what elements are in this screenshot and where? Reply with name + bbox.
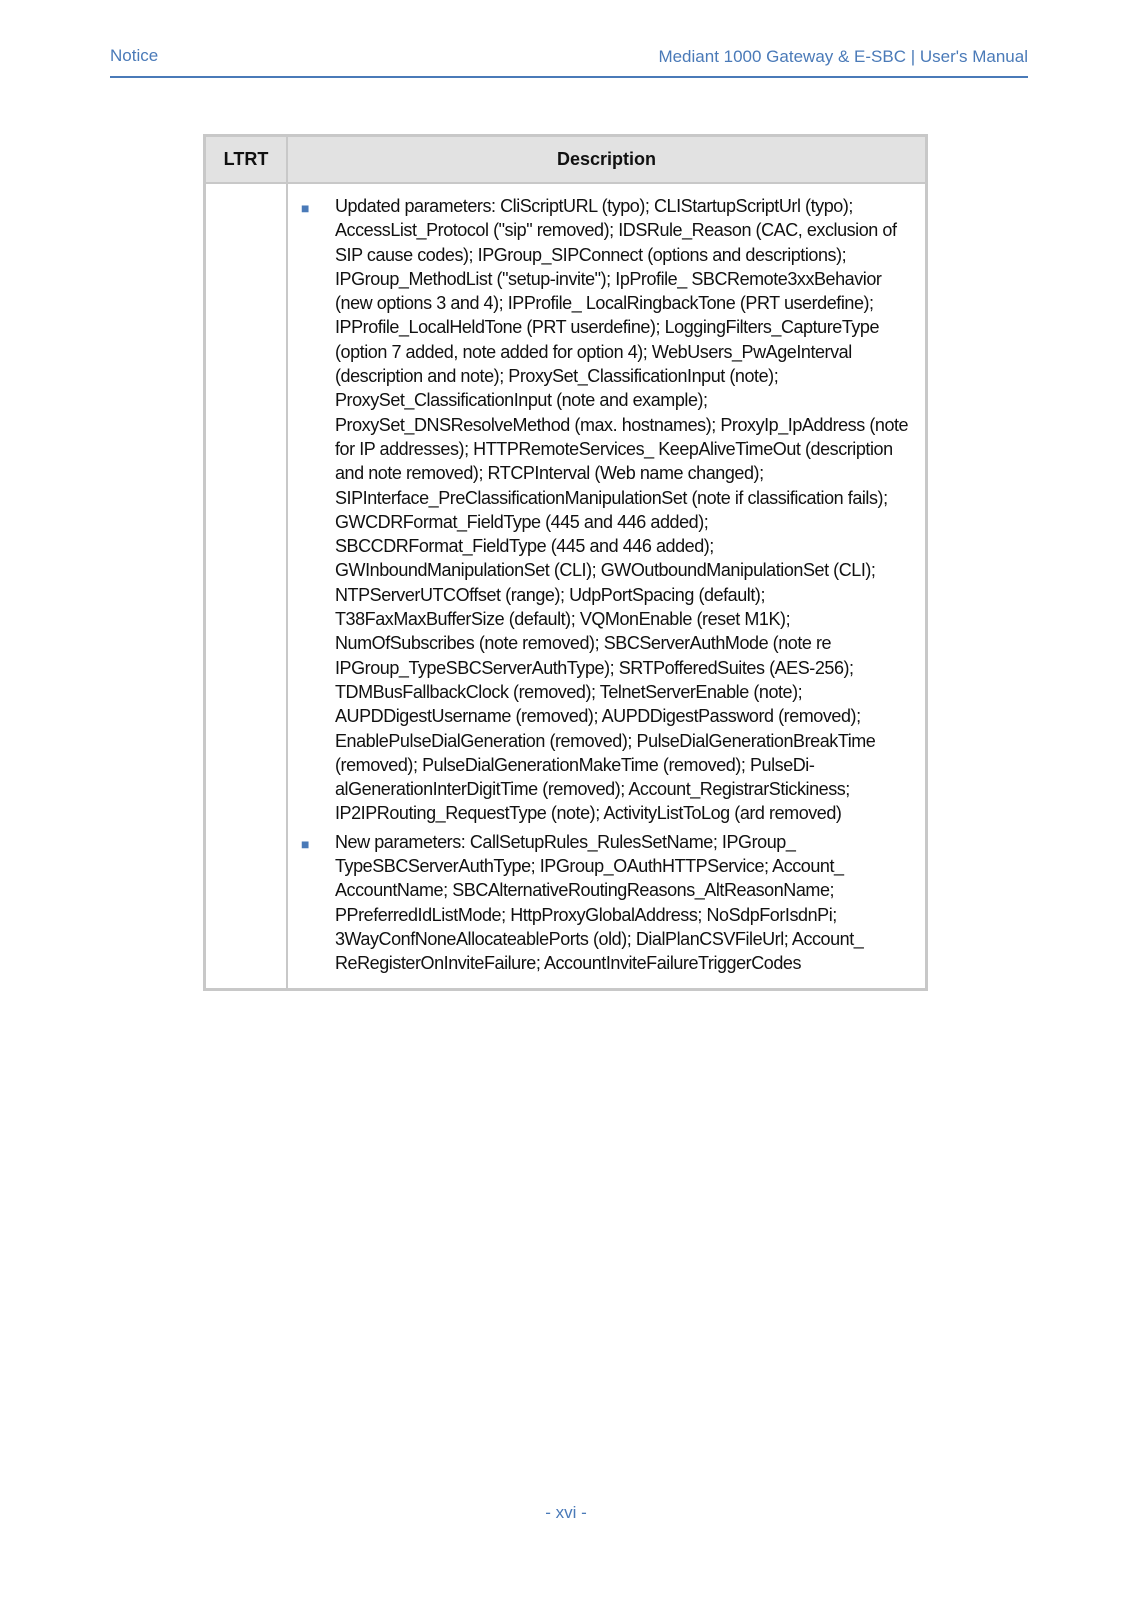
description-bullet-list bbox=[288, 184, 925, 988]
manual-title: Mediant 1000 Gateway & E-SBC | User's Manual bbox=[658, 47, 1028, 66]
page-header bbox=[110, 44, 1028, 78]
ltrt-cell bbox=[205, 183, 288, 989]
page-number: - xvi - bbox=[545, 1503, 587, 1522]
table-row bbox=[205, 183, 927, 989]
column-header-ltrt: LTRT bbox=[205, 136, 288, 184]
revision-table bbox=[203, 134, 928, 991]
list-item bbox=[288, 194, 915, 826]
revision-table-container bbox=[203, 134, 928, 991]
section-title: Notice bbox=[110, 46, 159, 65]
square-bullet-icon: ■ bbox=[301, 835, 310, 852]
column-header-description: Description bbox=[287, 136, 927, 184]
bullet-text-updated-parameters: Updated parameters: CliScriptURL (typo); CLIStartupScriptUrl (typo); AccessList_Protocol ("sip" removed); IDSRule_Reason (CAC, exclusion of SIP cause codes); IPGroup_SIPConnect (options and descriptions); IPGroup_MethodList ("setup-invite"); IpProfile_ SBCRemote3xxBehavior (new options 3 and 4); IPProfile_ LocalRingbackTone (PRT userdefine); IPProfile_LocalHeldTone (PRT userdefine); LoggingFilters_CaptureType (option 7 added, note added for option 4); WebUsers_PwAgeInterval (description and note); ProxySet_ClassificationInput (note); ProxySet_ClassificationInput (note and example); ProxySet_DNSResolveMethod (max. hostnames); ProxyIp_IpAddress (note for IP addresses); HTTPRemoteServices_ KeepAliveTimeOut (description and note removed); RTCPInterval (Web name changed); SIPInterface_PreClassificationManipulationSet (note if classification fails); GWCDRFormat_FieldType (445 and 446 added); SBCCDRFormat_FieldType (445 and 446 added); GWInboundManipulationSet (CLI); GWOutboundManipulationSet (CLI); NTPServerUTCOffset (range); UdpPortSpacing (default); T38FaxMaxBufferSize (default); VQMonEnable (reset M1K); NumOfSubscribes (note removed); SBCServerAuthMode (note re IPGroup_TypeSBCServerAuthType); SRTPofferedSuites (AES-256); TDMBusFallbackClock (removed); TelnetServerEnable (note); AUPDDigestUsername (removed); AUPDDigestPassword (removed); EnablePulseDialGeneration (removed); PulseDialGenerationBreakTime (removed); PulseDialGenerationMakeTime (removed); PulseDi- alGenerationInterDigitTime (removed); Account_RegistrarStickiness; IP2IPRouting_RequestType (note); ActivityListToLog (ard removed) bbox=[335, 196, 909, 824]
table-header-row bbox=[205, 136, 927, 184]
bullet-text-new-parameters: New parameters: CallSetupRules_RulesSetName; IPGroup_ TypeSBCServerAuthType; IPGroup_OAuthHTTPService; Account_ AccountName; SBCAlternativeRoutingReasons_AltReasonName; PPreferredIdListMode; HttpProxyGlobalAddress; NoSdpForIsdnPi; 3WayConfNoneAllocateablePorts (old); DialPlanCSVFileUrl; Account_ ReRegisterOnInviteFailure; AccountInviteFailureTriggerCodes bbox=[335, 831, 864, 974]
description-cell bbox=[287, 183, 927, 989]
list-item bbox=[288, 830, 915, 976]
square-bullet-icon: ■ bbox=[301, 200, 310, 216]
